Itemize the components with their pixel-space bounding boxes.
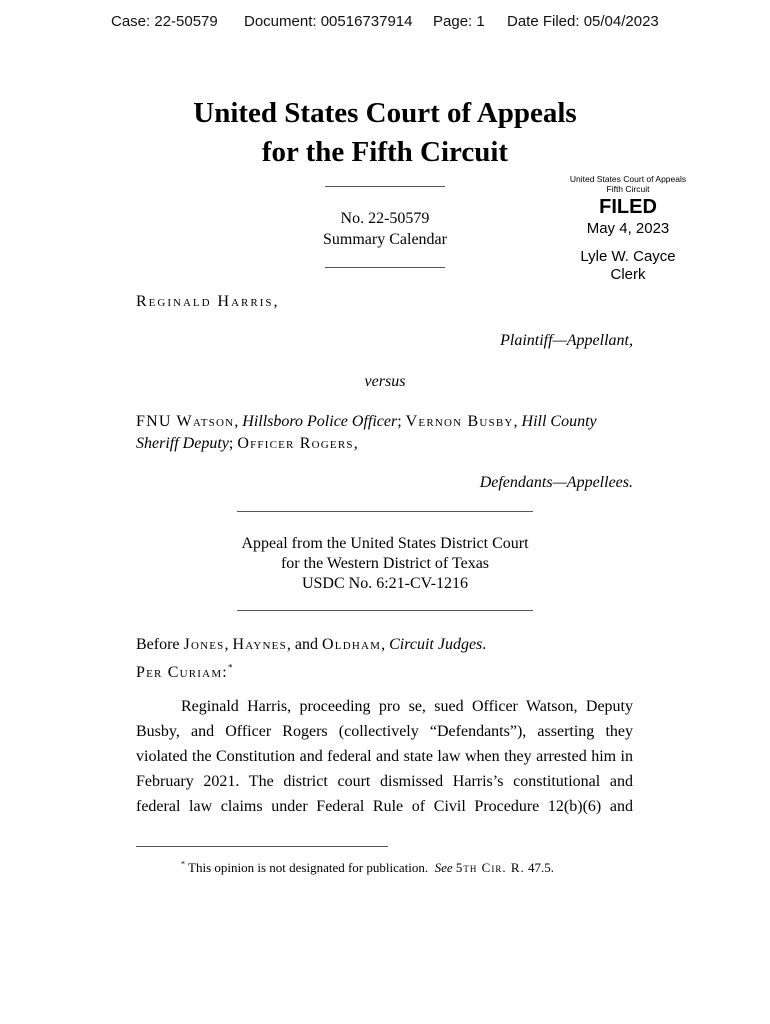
punctuation: , [513, 413, 518, 430]
opinion-line: federal law claims under Federal Rule of Civil Procedure 12(b)(6) and [136, 798, 633, 815]
punctuation: , [286, 636, 291, 653]
court-name: United States Court of Appeals [193, 97, 577, 129]
opinion-line: Busby, and Officer Rogers (collectively “Defendants”), asserting they [136, 723, 633, 740]
defendant-busby-name: Vernon Busby [405, 413, 514, 430]
footnote-reference: * [227, 662, 233, 673]
appeal-origin-line-1: Appeal from the United States District Court [241, 535, 529, 552]
footnote-text: This opinion is not designated for publication. [188, 860, 429, 875]
divider [237, 511, 533, 512]
stamp-clerk-title: Clerk [610, 266, 646, 283]
divider [325, 186, 445, 187]
docket-calendar: Summary Calendar [323, 231, 447, 248]
stamp-court: United States Court of Appeals [569, 174, 687, 184]
footnote-mark: * [181, 859, 185, 869]
header-page-number: Page: 1 [433, 13, 485, 30]
divider [237, 610, 533, 611]
defendant-busby-title-cont: Sheriff Deputy [136, 435, 229, 452]
stamp-status: FILED [599, 196, 657, 218]
plaintiff-role: Plaintiff—Appellant, [500, 332, 633, 349]
appeal-origin-line-2: for the Western District of Texas [280, 555, 490, 572]
stamp-date: May 4, 2023 [586, 220, 670, 237]
divider [325, 267, 445, 268]
header-case-number: Case: 22-50579 [111, 13, 218, 30]
opinion-line: February 2021. The district court dismissed Harris’s constitutional and [136, 773, 633, 790]
court-circuit: for the Fifth Circuit [261, 136, 509, 168]
footnote-divider [136, 846, 388, 847]
per-curiam-label: Per Curiam: [136, 664, 228, 681]
appeal-origin-line-3: USDC No. 6:21-CV-1216 [301, 575, 469, 592]
defendant-rogers-name: Officer Rogers [237, 435, 354, 452]
panel-line [136, 635, 486, 655]
footnote-rule-number: 47.5. [528, 860, 555, 875]
footnote-rule-cite: 5th Cir. R. [455, 860, 525, 875]
stamp-clerk-name: Lyle W. Cayce [580, 248, 676, 265]
opinion-line: Reginald Harris, proceeding pro se, sued Officer Watson, Deputy [181, 698, 633, 715]
punctuation: . [482, 636, 487, 653]
stamp-circuit: Fifth Circuit [606, 184, 650, 194]
footnote [181, 860, 554, 876]
punctuation: , [234, 413, 239, 430]
versus-label: versus [364, 373, 406, 390]
plaintiff-name: Reginald Harris, [136, 293, 280, 310]
defendant-busby-title: Hill County [521, 413, 597, 430]
defendant-watson-name: FNU Watson [136, 413, 235, 430]
punctuation: , [224, 636, 229, 653]
opinion-line: violated the Constitution and federal and state law when they arrested him in [136, 748, 633, 765]
defendant-watson-title: Hillsboro Police Officer [242, 413, 398, 430]
panel-and: and [294, 636, 319, 653]
header-document-number: Document: 00516737914 [244, 13, 413, 30]
header-date-filed: Date Filed: 05/04/2023 [507, 13, 659, 30]
defendants-role: Defendants—Appellees. [479, 474, 633, 491]
punctuation: ; [397, 413, 402, 430]
judge-name: Haynes [232, 636, 287, 653]
defendants-line-1 [136, 412, 597, 432]
panel-before: Before [136, 636, 180, 653]
per-curiam-heading [136, 663, 232, 683]
judge-name: Jones [183, 636, 225, 653]
opinion-paragraph [136, 694, 633, 819]
filing-stamp [528, 174, 728, 284]
punctuation: , [353, 435, 358, 452]
panel-title: Circuit Judges [389, 636, 483, 653]
footnote-signal: See [434, 860, 453, 875]
punctuation: , [381, 636, 386, 653]
docket-number: No. 22-50579 [340, 210, 430, 227]
judge-name: Oldham [322, 636, 382, 653]
defendants-line-2 [136, 434, 358, 454]
punctuation: ; [228, 435, 234, 452]
